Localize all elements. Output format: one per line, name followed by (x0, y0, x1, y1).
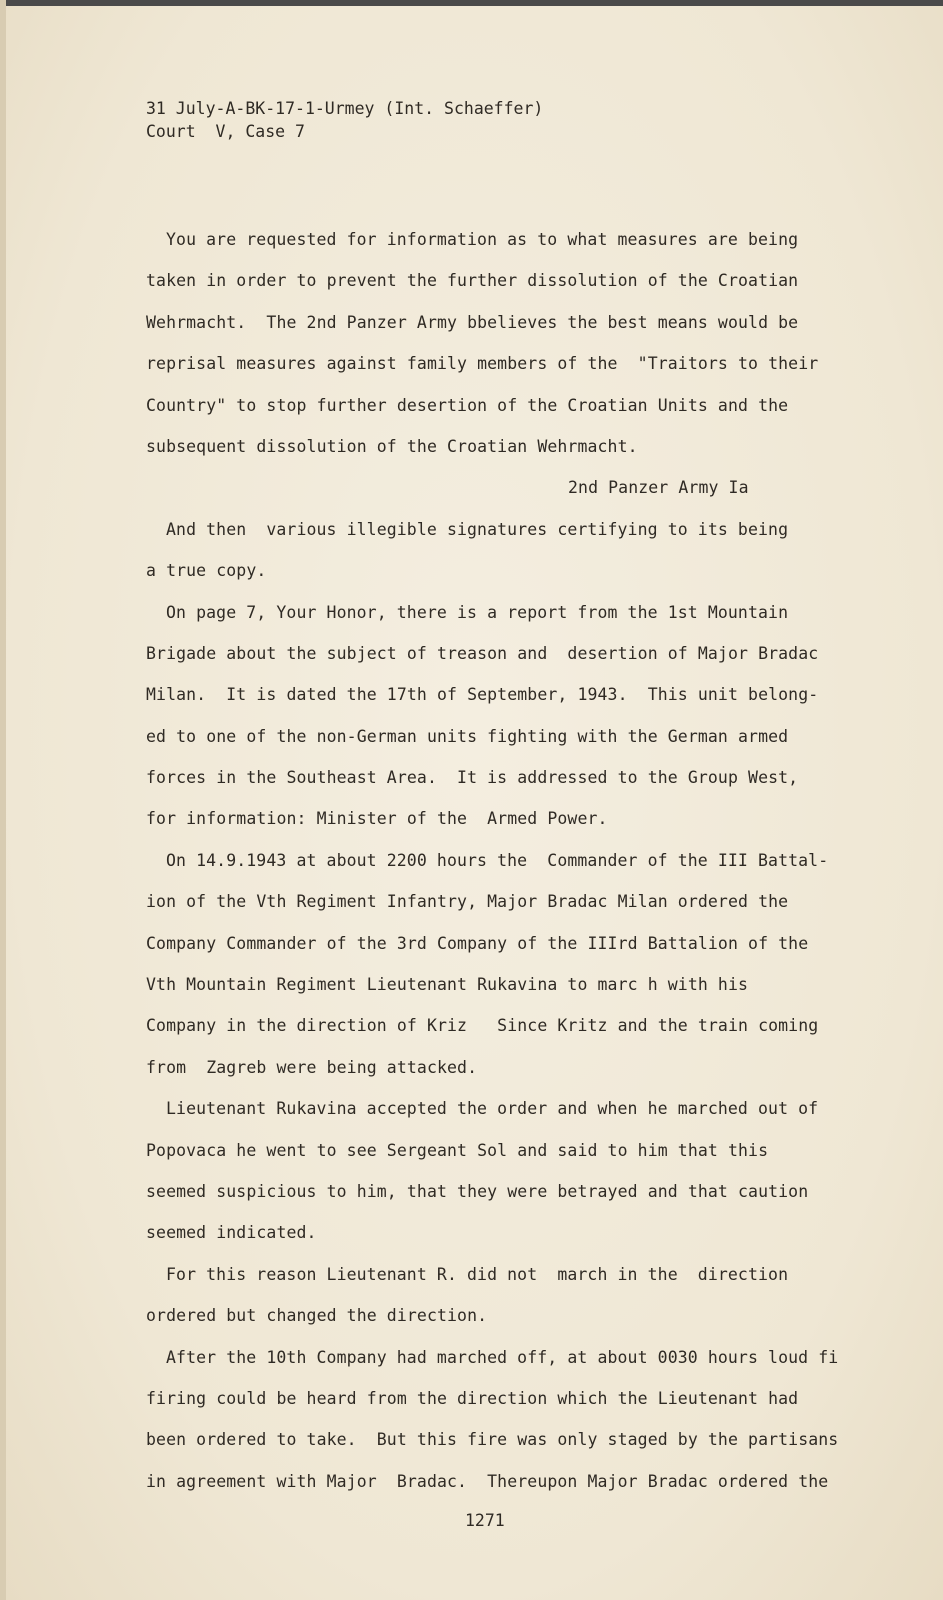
body-line: in agreement with Major Bradac. Thereupon Major Bradac ordered the (146, 1471, 829, 1491)
body-line: forces in the Southeast Area. It is addressed to the Group West, (146, 768, 799, 788)
body-line: been ordered to take. But this fire was only staged by the partisans (146, 1430, 839, 1450)
body-line: You are requested for information as to what measures are being (166, 230, 799, 249)
scan-edge (6, 0, 943, 6)
body-line: ion of the Vth Regiment Infantry, Major Bradac Milan ordered the (146, 892, 789, 912)
body-line: a true copy. (146, 561, 267, 581)
body-line: And then various illegible signatures certifying to its being (166, 519, 789, 539)
body-line: reprisal measures against family members of the "Traitors to their (146, 354, 819, 374)
page-number: 1271 (465, 1511, 505, 1530)
body-line: Popovaca he went to see Sergeant Sol and said to him that this (146, 1140, 769, 1160)
body-line: firing could be heard from the direction which the Lieutenant had (146, 1388, 799, 1408)
body-line: On page 7, Your Honor, there is a report from the 1st Mountain (166, 602, 789, 622)
body-line: After the 10th Company had marched off, at about 0030 hours loud fi (166, 1347, 839, 1367)
document-header (146, 97, 543, 143)
body-line: from Zagreb were being attacked. (146, 1057, 478, 1077)
signature-line: 2nd Panzer Army Ia (568, 478, 749, 498)
body-line: Vth Mountain Regiment Lieutenant Rukavina to marc h with his (146, 975, 749, 995)
body-line: Lieutenant Rukavina accepted the order and when he marched out of (166, 1099, 819, 1119)
body-line: for information: Minister of the Armed Power. (146, 809, 608, 829)
body-line: seemed suspicious to him, that they were betrayed and that caution (146, 1181, 809, 1201)
body-line: On 14.9.1943 at about 2200 hours the Commander of the III Battal- (166, 850, 829, 870)
body-line: Brigade about the subject of treason and desertion of Major Bradac (146, 643, 819, 663)
body-line: Company in the direction of Kriz Since Kritz and the train coming (146, 1016, 819, 1036)
body-line: subsequent dissolution of the Croatian Wehrmacht. (146, 436, 638, 456)
header-line-1: 31 July-A-BK-17-1-Urmey (Int. Schaeffer) (146, 99, 544, 118)
document-body (146, 219, 866, 1502)
body-line: seemed indicated. (146, 1223, 317, 1243)
body-line: Country" to stop further desertion of the Croatian Units and the (146, 395, 789, 415)
body-line: ordered but changed the direction. (146, 1306, 488, 1326)
body-line: taken in order to prevent the further dissolution of the Croatian (146, 271, 799, 291)
body-line: For this reason Lieutenant R. did not march in the direction (166, 1264, 789, 1284)
body-line: Milan. It is dated the 17th of September, 1943. This unit belong- (146, 685, 819, 705)
body-line: ed to one of the non-German units fighting with the German armed (146, 726, 789, 746)
body-line: Wehrmacht. The 2nd Panzer Army bbelieves the best means would be (146, 312, 799, 332)
body-line: Company Commander of the 3rd Company of the IIIrd Battalion of the (146, 933, 809, 953)
header-line-2: Court V, Case 7 (146, 122, 305, 141)
